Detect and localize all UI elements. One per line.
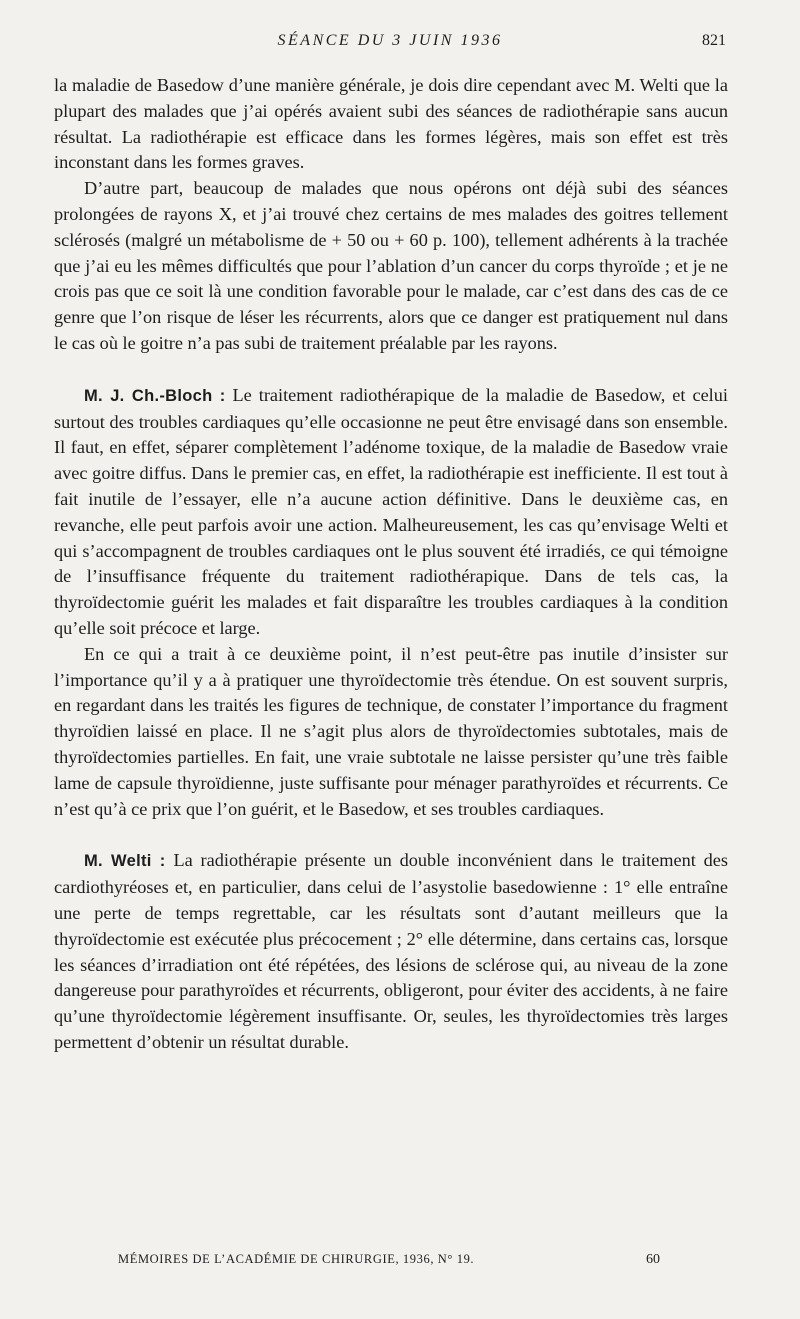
journal-reference: MÉMOIRES DE L’ACADÉMIE DE CHIRURGIE, 1936, N° 19. (118, 1252, 475, 1266)
paragraph-thyroidectomie: En ce qui a trait à ce deuxième point, il n’est peut-être pas inutile d’insister sur l’importance qu’il y a à pratiquer une thyroïdectomie très étendue. On est souvent surpris, en regardant dans les traités les figures de technique, de constater l’importance du fragment thyroïdien laissé en place. Il ne s’agit plus alors de thyroïdectomies subtotales, mais de thyroïdectomies partielles. En fait, une vraie subtotale ne laisse persister qu’une très faible lame de capsule thyroïdienne, juste suffisante pour ménager parathyroïdes et récurrents. Ce n’est qu’à ce prix que l’on guérit, et le Basedow, et ses troubles cardiaques. (54, 643, 728, 819)
body-text (54, 73, 728, 1056)
speech-welti-text: La radiothérapie présente un double inconvénient dans le traitement des cardiothyréoses et, en particulier, dans celui de l’asystolie basedowienne : 1° elle entraîne une perte de temps regrettable, car les résultats sont d’autant meilleurs que la thyroïdectomie est exécutée plus précocement ; 2° elle détermine, dans certains cas, lorsque les séances d’irradiation ont été répétées, des lésions de sclérose qui, au niveau de la zone dangereuse pour parathyroïdes et récurrents, obligeront, pour éviter des accidents, à ne faire qu’une thyroïdectomie légèrement insuffisante. Or, seules, les thyroïdectomies très larges permettent d’obtenir un résultat durable. (54, 850, 729, 1052)
speech-welti (54, 848, 728, 1055)
page-number: 821 (702, 32, 726, 49)
speaker-name-bloch: M. J. Ch.-Bloch : (84, 386, 226, 405)
paragraph-continuation: la maladie de Basedow d’une manière générale, je dois dire cependant avec M. Welti que la plupart des malades que j’ai opérés avaient subi des séances de radiothérapie sans aucun résultat. La radiothérapie est efficace dans les formes légères, mais son effet est très inconstant dans les formes graves. (54, 75, 728, 173)
running-header (54, 32, 726, 56)
running-title: SÉANCE DU 3 JUIN 1936 (277, 32, 503, 49)
speech-bloch-text: Le traitement radiothérapique de la maladie de Basedow, et celui surtout des troubles cardiaques qu’elle occasionne ne peut être envisagé dans son ensemble. Il faut, en effet, séparer complètement l’adénome toxique, de la maladie de Basedow vraie avec goitre diffus. Dans le premier cas, en effet, la radiothérapie est inefficiente. Il est tout à fait inutile de l’essayer, elle n’a aucune action définitive. Dans le deuxième cas, en revanche, elle peut parfois avoir une action. Malheureusement, les cas qu’envisage Welti et qui s’accompagnent de troubles cardiaques ont le plus souvent été irradiés, ce qui témoigne de l’insuffisance fréquente du traitement radiothérapique. Dans de tels cas, la thyroïdectomie guérit les malades et fait disparaître les troubles cardiaques à la condition qu’elle soit précoce et large. (54, 384, 728, 638)
paragraph-rayons-x: D’autre part, beaucoup de malades que nous opérons ont déjà subi des séances prolongées de rayons X, et j’ai trouvé chez certains de mes malades des goitres tellement sclérosés (malgré un métabolisme de + 50 ou + 60 p. 100), tellement adhérents à la trachée que j’ai eu les mêmes difficultés que pour l’ablation d’un cancer du corps thyroïde ; et je ne crois pas que ce soit là une condition favorable pour le malade, car c’est dans des cas de ce genre que l’on risque de léser les récurrents, alors que ce danger est pratiquement nul dans le cas où le goitre n’a pas subi de traitement préalable par les rayons. (54, 178, 728, 353)
speech-bloch (54, 383, 728, 642)
signature-mark: 60 (646, 1252, 660, 1267)
speaker-name-welti: M. Welti : (84, 852, 166, 871)
page-footer (118, 1252, 660, 1274)
